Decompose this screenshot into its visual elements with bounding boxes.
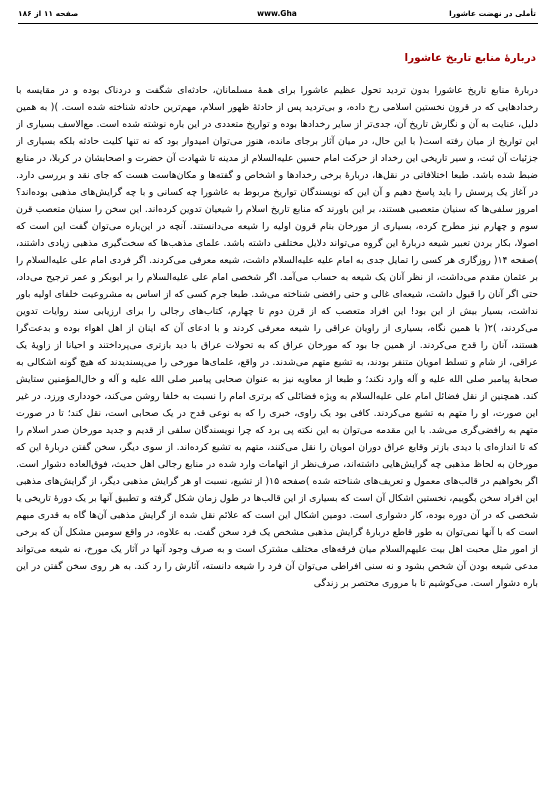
page-header [18,7,536,21]
website-url[interactable]: www.Gha [257,9,297,18]
body-paragraph: دربارۀ منابع تاریخ عاشورا بدون تردید تحول عظیم عاشورا برای همۀ مسلمانان، حادثه‌ای شگفت و دردناک بوده و در مقایسه با رخدادهایی که در قرون نخستین اسلامی رخ داده، و بی‌تردید پس از حادثۀ ظهور اسلام، مهم‌ترین حادثه شناخته شده است. )( به همین دلیل، عنایت به آن و نگارش تاریخ آن، جدی‌تر از سایر رخدادها بوده و تواریخ متعددی در این باره نوشته شده است. مع‌الاسف بسیاری از این تواریخ از میان رفته است( با این حال، در میان آثار برجای مانده، هنوز می‌توان امیدوار بود که نه تنها کلیت حادثه بلکه بسیاری از جزئیات آن ثبت، و سیر تاریخی این رخداد از حرکت امام حسین علیه‌السلام از مدینه تا شهادت آن حضرت و اصحابشان در کربلا، در منابع ضبط شده باشد. طبعا اختلافاتی در نقل‌ها، دربارۀ برخی رخدادها و اشخاص و گفته‌ها و مکان‌هاست هست که جای نقد و بررسی دارد. در آغاز یک پرسش را باید پاسخ دهیم و آن این که نویسندگان تواریخ مربوط به عاشورا چه کسانی و با چه گرایش‌های مذهبی بوده‌اند؟ امروز سلفی‌ها که سنیان متعصبی هستند، بر این باورند که منابع تاریخ اسلام را شیعیان تدوین کرده‌اند. این سخن را سنیان متعصب قرن سوم و چهارم نیز مطرح کرده، بسیاری از مورخان بنام قرون اولیه را شیعه می‌دانستند. آنچه در این‌باره می‌توان گفت این است که اصولا، بکار بردن تعبیر شیعه دربارۀ این گروه می‌تواند دلایل مختلفی داشته باشد. علمای مذهب‌ها که سخت‌گیری مذهبی زیادی داشتند، )صفحه ۱۴( روزگاری هر کسی را تمایل جدی به امام علیه علیه‌السلام داشت، شیعه معرفی می‌کردند. اگر فردی امام علی علیه‌السلام را بر عثمان مقدم می‌داشت، از نظر آنان یک شیعه به حساب می‌آمد. اگر شخصی امام علی علیه‌السلام را بر ابوبکر و عمر ترجیح می‌داد، حتی اگر آنان را قبول داشت، شیعه‌ای غالی و حتی رافضی شناخته می‌شد. طبعا جرم کسی که از اساس به مشروعیت خلفای اولیه باور نداشت، بسیار بیش از این بود! این افراد متعصب که از قرن دوم تا چهارم، کتاب‌های رجالی را برای ارزیابی سند روایات تدوین می‌کردند، )۲( با همین نگاه، بسیاری از راویان عراقی را شیعه معرفی کردند و با ادعای آن که اینان از اهل اهواء بوده و بدعت‌گرا هستند، آنان را قدح می‌کردند. از همین جا بود که مورخان عراق که به تحولات عراق با دید بازتری می‌پرداختند و احیانا از زاویۀ یک عراقی، از شام و تسلط امویان متنفر بودند، به تشیع متهم می‌شدند. در واقع، علمای‌ها مورخی را می‌پسندیدند که هیچ گونه اشکالی به صحابۀ پیامبر صلی الله علیه و آله وارد نکند؛ و طبعا از معاویه نیز به عنوان صحابی پیامبر صلی الله علیه و آله و خال‌المؤمنین ستایش کند. همچنین از نقل فضائل امام علی علیه‌السلام به ویژه فضائلی که برتری امام را نسبت به خلفا روشن می‌کند، خودداری ورزد. در غیر این صورت، او را متهم به تشیع می‌کردند. کافی بود یک راوی، خبری را که به نوعی قدح در یک صحابی است، نقل کند؛ تا در صورت متهم به رافضی‌گری می‌شد. با این مقدمه می‌توان به این نکته پی برد که چرا نویسندگان سلفی از قدیم و جدید مورخان صدر اسلام را که تا اندازه‌ای با دیدی بازتر وقایع عراق دوران امویان را نقل می‌کنند، متهم به تشیع کرده‌اند. از سوی دیگر، سخن گفتن دربارۀ این که مورخان به لحاظ مذهبی چه گرایش‌هایی داشته‌اند، صرف‌نظر از اتهامات وارد شده در منابع رجالی اهل حدیث، فوق‌العاده دشوار است. اگر بخواهیم در قالب‌های معمول و تعریف‌های شناخته شده )صفحه ۱۵( از تشیع، نسبت او هر گرایش مذهبی دیگر، از گرایش‌های مذهبی این افراد سخن بگوییم، نخستین اشکال آن است که بسیاری از این قالب‌ها در طول زمان شکل گرفته و تطبیق آنها بر یک دورۀ تاریخی یا شخصی که در آن دوره بوده، کار دشواری است. دومین اشکال این است که علائم نقل شده از گرایش مذهبی آن‌ها گاه به قدری مبهم است که با آنها نمی‌توان به طور قاطع دربارۀ گرایش مذهبی مشخص یک فرد سخن گفت. به علاوه، در واقع سومین مشکل آن که برخی از امور مثل محبت اهل بیت علیهم‌السلام میان فرقه‌های مختلف مشترک است و به صرف وجود آنها در آثار یک مورخ، نه شیعه می‌تواند مدعی شیعه بودن آن شخص بشود و نه سنی افراطی می‌توان آن فرد را شیعه دانسته، آثارش را رد کند. به هر روی سخن گفتن در این باره دشوار است. می‌کوشیم تا با مروری مختصر بر زندگی [16,85,538,589]
page-number: صفحه ۱۱ از ۱۸۶ [18,9,79,18]
section-heading: دربارۀ منابع تاریخ عاشورا [404,52,536,64]
book-title: تأملی در نهضت عاشورا [449,9,536,18]
body-text [16,82,538,782]
header-rule [18,23,538,24]
